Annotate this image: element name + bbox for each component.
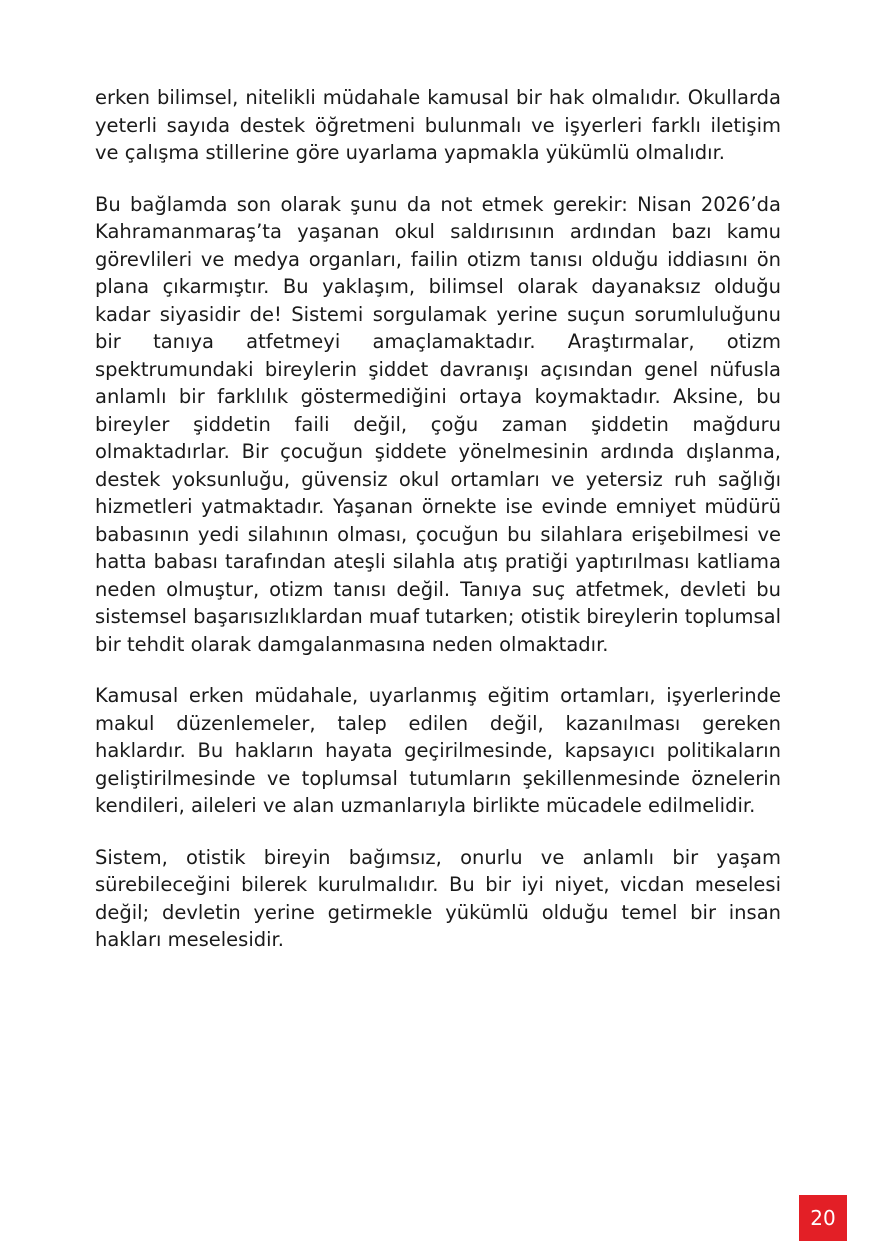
paragraph-4: Sistem, otistik bireyin bağımsız, onurlu ve anlamlı bir yaşam sürebileceğini bilerek kurulmalıdır. Bu bir iyi niyet, vicdan meselesi değil; devletin yerine getirmekle yükümlü olduğu temel bir insan hakları meselesidir. [95,845,781,951]
page-number-badge [799,1195,847,1241]
document-body [95,84,781,978]
paragraph-3: Kamusal erken müdahale, uyarlanmış eğitim ortamları, işyerlerinde makul düzenlemeler, talep edilen değil, kazanılması gereken haklardır. Bu hakların hayata geçirilmesinde, kapsayıcı politikaların geliştirilmesinde ve toplumsal tutumların şekillenmesinde öznelerin kendileri, aileleri ve alan uzmanlarıyla birlikte mücadele edilmelidir. [95,684,781,817]
paragraph-1: erken bilimsel, nitelikli müdahale kamusal bir hak olmalıdır. Okullarda yeterli sayıda destek öğretmeni bulunmalı ve işyerleri farklı iletişim ve çalışma stillerine göre uyarlama yapmakla yükümlü olmalıdır. [95,86,781,164]
page-number: 20 [810,1206,836,1230]
paragraph-2: Bu bağlamda son olarak şunu da not etmek gerekir: Nisan 2026’da Kahramanmaraş’ta yaşanan okul saldırısının ardından bazı kamu görevlileri ve medya organları, failin otizm tanısı olduğu iddiasını ön plana çıkarmıştır. Bu yaklaşım, bilimsel olarak dayanaksız olduğu kadar siyasidir de! Sistemi sorgulamak yerine suçun sorumluluğunu bir tanıya atfetmeyi amaçlamaktadır. Araştırmalar, otizm spektrumundaki bireylerin şiddet davranışı açısından genel nüfusla anlamlı bir farklılık göstermediğini ortaya koymaktadır. Aksine, bu bireyler şiddetin faili değil, çoğu zaman şiddetin mağduru olmaktadırlar. Bir çocuğun şiddete yönelmesinin ardında dışlanma, destek yoksunluğu, güvensiz okul ortamları ve yetersiz ruh sağlığı hizmetleri yatmaktadır. Yaşanan örnekte ise evinde emniyet müdürü babasının yedi silahının olması, çocuğun bu silahlara erişebilmesi ve hatta babası tarafından ateşli silahla atış pratiği yaptırılması katliama neden olmuştur, otizm tanısı değil. Tanıya suç atfetmek, devleti bu sistemsel başarısızlıklardan muaf tutarken; otistik bireylerin toplumsal bir tehdit olarak damgalanmasına neden olmaktadır. [95,192,781,656]
